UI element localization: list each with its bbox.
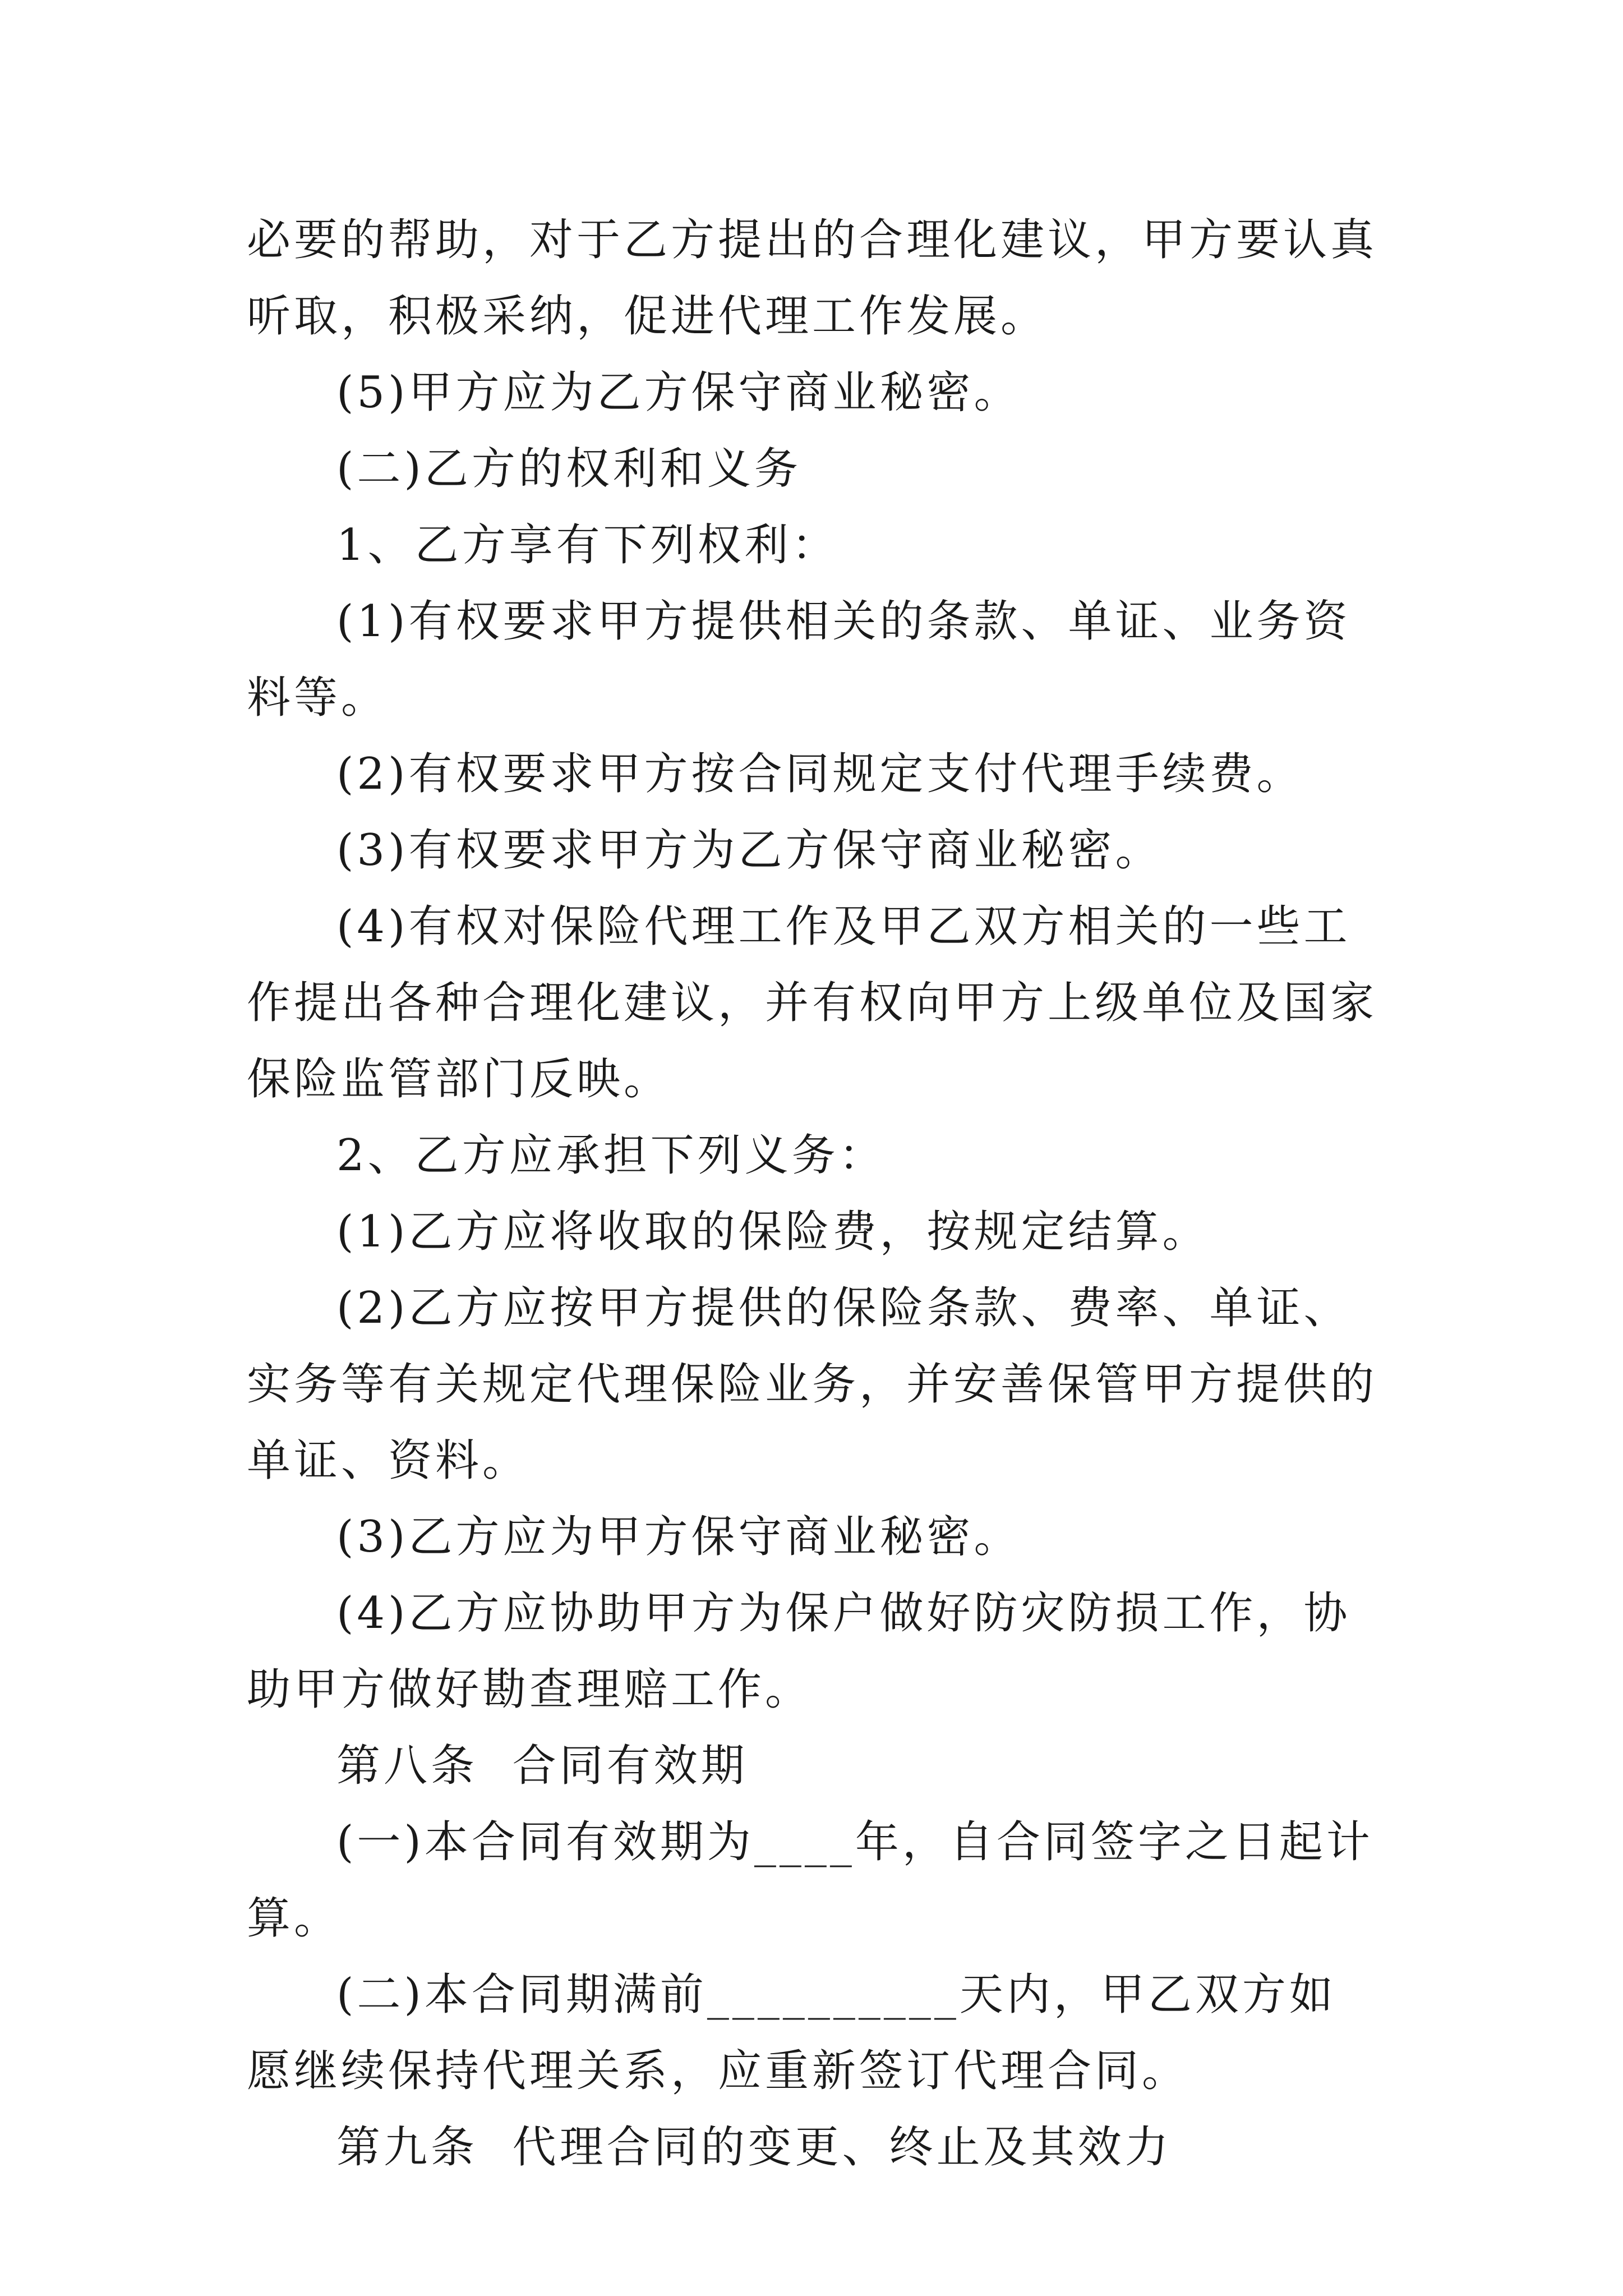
article-heading: 第八条 合同有效期 xyxy=(336,1741,748,1791)
list-item: (二)本合同期满前__________天内，甲乙双方如愿继续保持代理关系，应重新签订代理合同。 xyxy=(247,1970,1336,2096)
paragraph: 2、乙方应承担下列义务： xyxy=(336,1130,886,1181)
list-item: (3)乙方应为甲方保守商业秘密。 xyxy=(336,1512,1021,1562)
list-item: (4)有权对保险代理工作及甲乙双方相关的一些工作提出各种合理化建议，并有权向甲方上级单位及国家保险监管部门反映。 xyxy=(247,901,1378,1105)
list-item: (2)乙方应按甲方提供的保险条款、费率、单证、实务等有关规定代理保险业务，并安善保管甲方提供的单证、资料。 xyxy=(247,1283,1378,1486)
paragraph: 1、乙方享有下列权利： xyxy=(336,520,839,570)
article-heading: 第九条 代理合同的变更、终止及其效力 xyxy=(336,2122,1172,2173)
paragraph: (5)甲方应为乙方保守商业秘密。 xyxy=(336,367,1021,418)
list-item: (2)有权要求甲方按合同规定支付代理手续费。 xyxy=(336,749,1304,799)
list-item: (3)有权要求甲方为乙方保守商业秘密。 xyxy=(336,825,1163,876)
list-item: (4)乙方应协助甲方为保户做好防灾防损工作，协助甲方做好勘查理赔工作。 xyxy=(247,1588,1351,1715)
list-item: (一)本合同有效期为____年，自合同签字之日起计算。 xyxy=(247,1817,1373,1944)
section-heading: (二)乙方的权利和义务 xyxy=(336,444,801,494)
list-item: (1)乙方应将收取的保险费，按规定结算。 xyxy=(336,1207,1210,1257)
document-body xyxy=(247,202,1382,2185)
list-item: (1)有权要求甲方提供相关的条款、单证、业务资料等。 xyxy=(247,596,1351,723)
paragraph: 必要的帮助，对于乙方提出的合理化建议，甲方要认真听取，积极采纳，促进代理工作发展。 xyxy=(247,215,1378,342)
